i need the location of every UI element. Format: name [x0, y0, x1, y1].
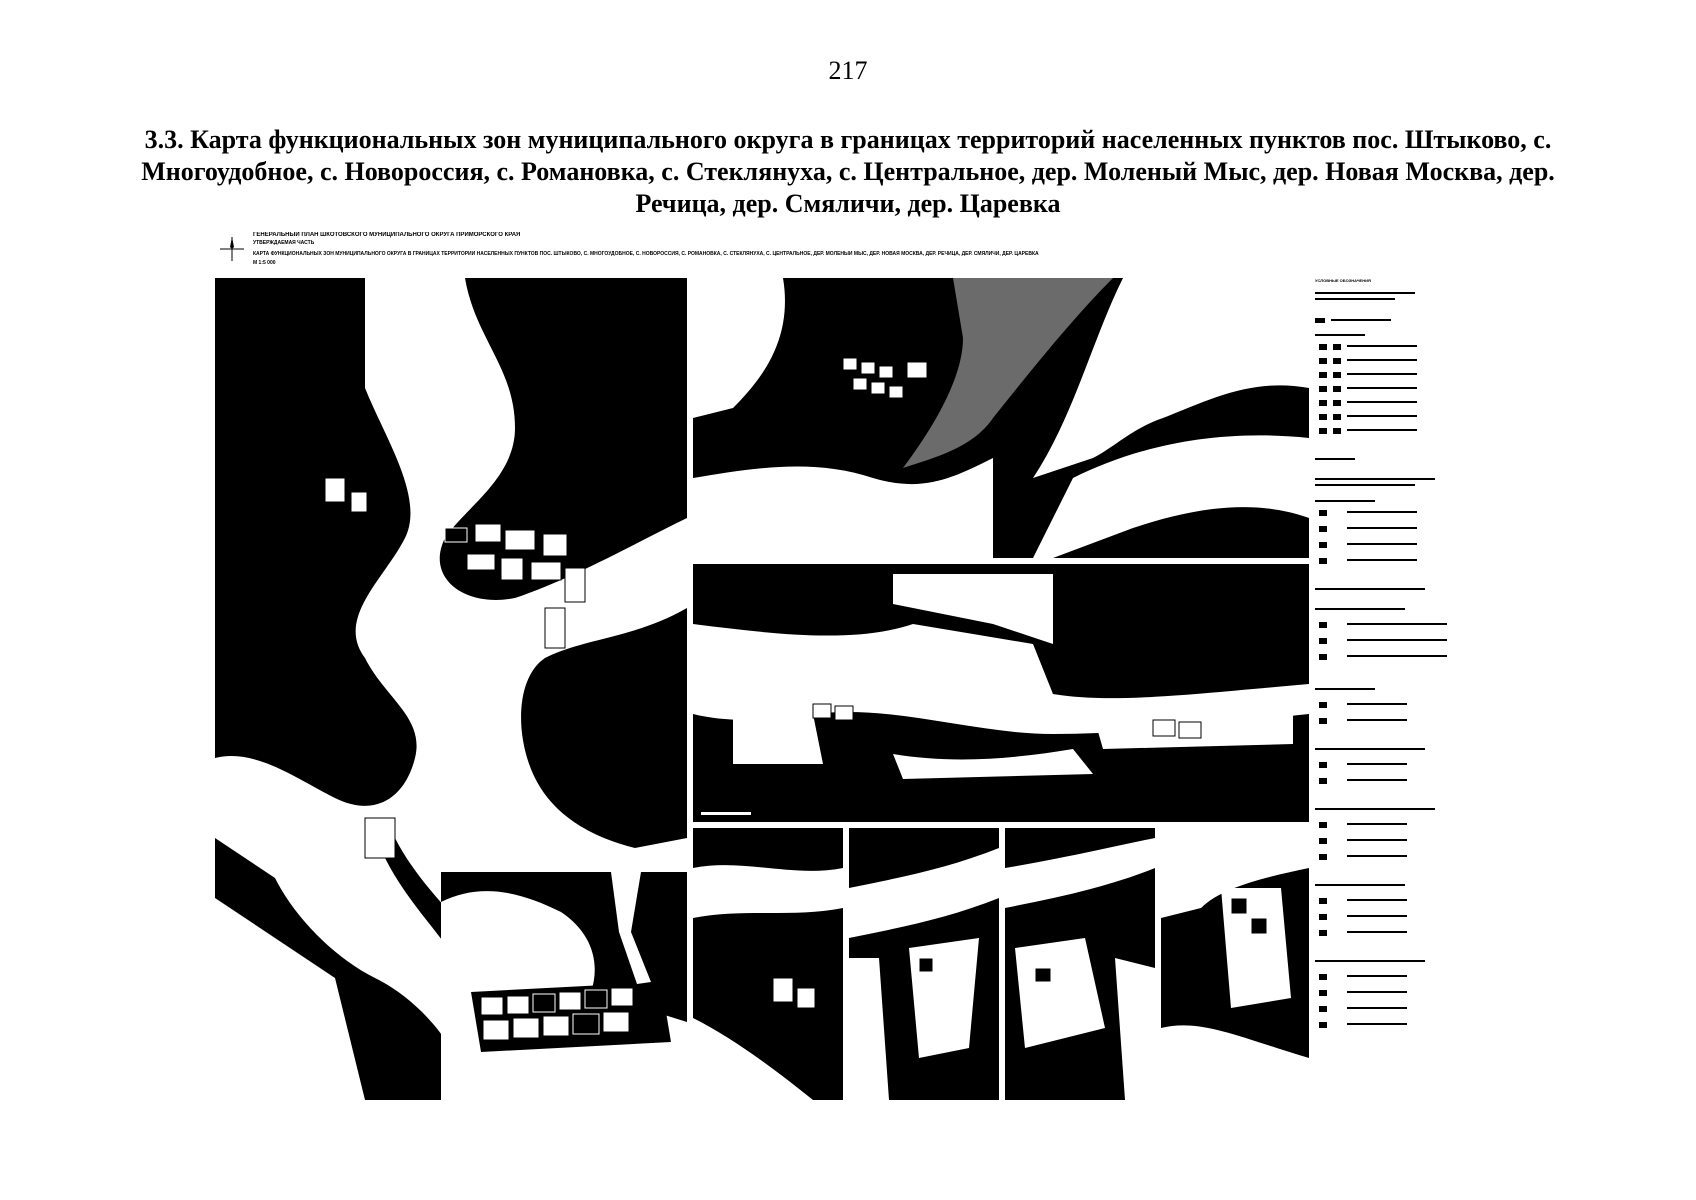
map-header-part: УТВЕРЖДАЕМАЯ ЧАСТЬ: [253, 240, 315, 246]
map-header: [215, 228, 1475, 278]
map-header-title: КАРТА ФУНКЦИОНАЛЬНЫХ ЗОН МУНИЦИПАЛЬНОГО ОКРУГА В ГРАНИЦАХ ТЕРРИТОРИЙ НАСЕЛЕННЫХ ПУНКТОВ ПОС. ШТЫКОВО, С. МНОГОУДОБНОЕ, С. НОВОРОССИЯ, С. РОМАНОВКА, С. СТЕКЛЯНУХА, С. ЦЕНТРАЛЬНОЕ, ДЕР. МОЛЕНЫЙ МЫС, ДЕР. НОВАЯ МОСКВА, ДЕР. РЕЧИЦА, ДЕР. СМЯЛИЧИ, ДЕР. ЦАРЕВКА: [253, 251, 1039, 257]
north-arrow-icon: [219, 236, 245, 262]
map-panel-inset-left: [441, 872, 687, 1100]
functional-zones-map: [215, 228, 1475, 1100]
page-number: 217: [828, 56, 868, 85]
map-panel-bottom-3: [1005, 828, 1155, 1100]
map-panel-bottom-2: [849, 828, 999, 1100]
map-header-plan: ГЕНЕРАЛЬНЫЙ ПЛАН ШКОТОВСКОГО МУНИЦИПАЛЬНОГО ОКРУГА ПРИМОРСКОГО КРАЯ: [253, 232, 521, 238]
map-panel-middle: [693, 564, 1309, 822]
map-panel-bottom-4: [1161, 828, 1309, 1100]
legend-entries: [1313, 278, 1473, 1078]
map-header-scale: М 1:5 000: [253, 260, 276, 266]
map-panel-top: [693, 278, 1309, 558]
map-panel-bottom-1: [693, 828, 843, 1100]
legend-title: УСЛОВНЫЕ ОБОЗНАЧЕНИЯ: [1315, 278, 1371, 283]
page-title: 3.3. Карта функциональных зон муниципального округа в границах территорий населенных пунктов пос. Штыково, с. Многоудобное, с. Новороссия, с. Романовка, с. Стеклянуха, с. Центральное, дер. Моленый Мыс, дер. Новая Москва, дер. Речица, дер. Смяличи, дер. Царевка: [141, 125, 1555, 218]
map-legend: [1313, 278, 1473, 1078]
